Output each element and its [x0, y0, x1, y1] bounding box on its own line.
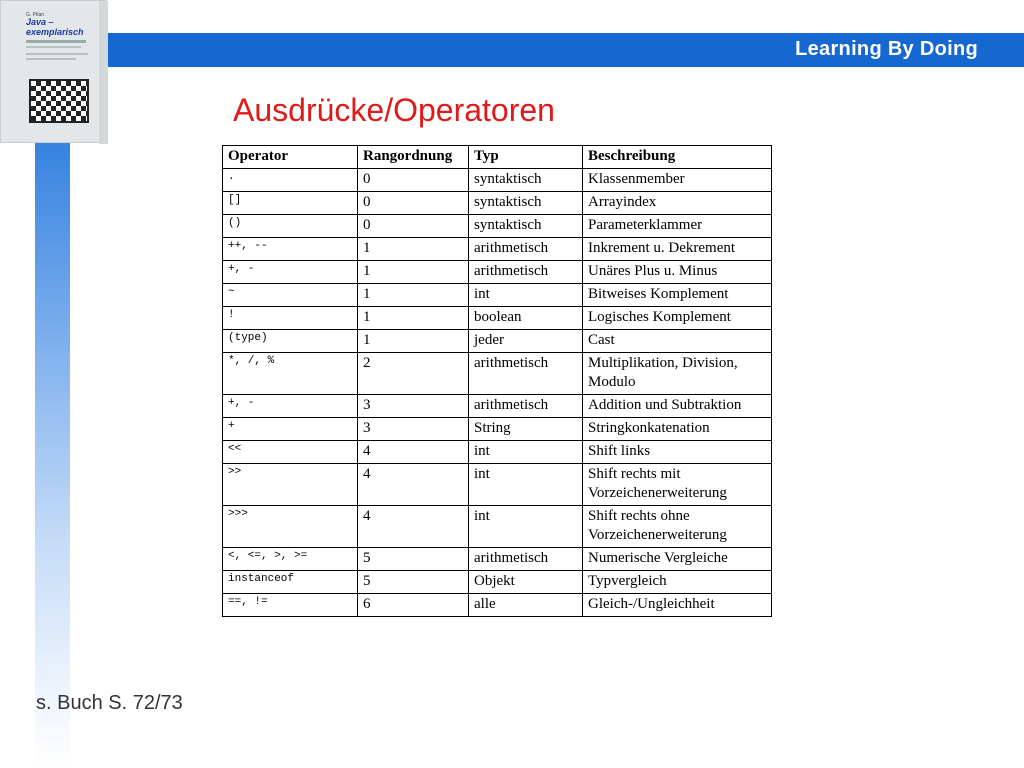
operator-cell: ~	[223, 284, 358, 307]
operator-cell: (type)	[223, 330, 358, 353]
table-row	[223, 571, 772, 594]
operators-table	[222, 145, 772, 617]
table-row	[223, 307, 772, 330]
table-row	[223, 261, 772, 284]
table-row	[223, 506, 772, 548]
book-spine	[99, 1, 108, 144]
rank-cell: 2	[358, 353, 469, 395]
table-row	[223, 284, 772, 307]
table-row	[223, 353, 772, 395]
operator-cell: ()	[223, 215, 358, 238]
table-row	[223, 464, 772, 506]
book-author: G. Ptlan	[26, 12, 45, 18]
type-cell: boolean	[469, 307, 583, 330]
type-cell: arithmetisch	[469, 261, 583, 284]
rank-cell: 1	[358, 330, 469, 353]
type-cell: int	[469, 284, 583, 307]
type-cell: int	[469, 441, 583, 464]
chessboard-graphic	[29, 79, 89, 123]
table-row	[223, 330, 772, 353]
operator-cell: []	[223, 192, 358, 215]
table-row	[223, 418, 772, 441]
operator-cell: !	[223, 307, 358, 330]
description-cell: Bitweises Komplement	[583, 284, 772, 307]
rank-cell: 5	[358, 548, 469, 571]
type-cell: syntaktisch	[469, 215, 583, 238]
description-cell: Numerische Vergleiche	[583, 548, 772, 571]
description-cell: Klassenmember	[583, 169, 772, 192]
operator-cell: >>>	[223, 506, 358, 548]
description-cell: Shift rechts ohne Vorzeichenerweiterung	[583, 506, 772, 548]
type-cell: alle	[469, 594, 583, 617]
type-cell: int	[469, 506, 583, 548]
rank-cell: 3	[358, 418, 469, 441]
type-cell: Objekt	[469, 571, 583, 594]
book-text-line	[26, 46, 81, 48]
type-cell: syntaktisch	[469, 169, 583, 192]
table-row	[223, 594, 772, 617]
operator-cell: instanceof	[223, 571, 358, 594]
type-cell: arithmetisch	[469, 353, 583, 395]
description-cell: Logisches Komplement	[583, 307, 772, 330]
description-cell: Cast	[583, 330, 772, 353]
operator-cell: >>	[223, 464, 358, 506]
rank-cell: 0	[358, 192, 469, 215]
operator-cell: <<	[223, 441, 358, 464]
rank-cell: 5	[358, 571, 469, 594]
rank-cell: 0	[358, 215, 469, 238]
table-body	[223, 169, 772, 617]
rank-cell: 3	[358, 395, 469, 418]
rank-cell: 6	[358, 594, 469, 617]
table-header-row	[223, 146, 772, 169]
type-cell: jeder	[469, 330, 583, 353]
description-cell: Multiplikation, Division, Modulo	[583, 353, 772, 395]
description-cell: Typvergleich	[583, 571, 772, 594]
type-cell: String	[469, 418, 583, 441]
book-title: Java – exemplarisch	[26, 17, 84, 37]
column-header-description: Beschreibung	[583, 146, 772, 169]
type-cell: int	[469, 464, 583, 506]
operator-cell: ==, !=	[223, 594, 358, 617]
description-cell: Parameterklammer	[583, 215, 772, 238]
book-text-line	[26, 58, 76, 60]
table-row	[223, 169, 772, 192]
column-header-operator: Operator	[223, 146, 358, 169]
column-header-type: Typ	[469, 146, 583, 169]
column-header-rank: Rangordnung	[358, 146, 469, 169]
description-cell: Unäres Plus u. Minus	[583, 261, 772, 284]
operator-cell: +, -	[223, 395, 358, 418]
operator-cell: ++, --	[223, 238, 358, 261]
description-cell: Arrayindex	[583, 192, 772, 215]
table-row	[223, 238, 772, 261]
rank-cell: 4	[358, 441, 469, 464]
operator-cell: +	[223, 418, 358, 441]
operator-cell: +, -	[223, 261, 358, 284]
table-row	[223, 215, 772, 238]
description-cell: Gleich-/Ungleichheit	[583, 594, 772, 617]
book-text-line	[26, 53, 88, 55]
table-row	[223, 441, 772, 464]
rank-cell: 1	[358, 284, 469, 307]
rank-cell: 1	[358, 307, 469, 330]
rank-cell: 1	[358, 238, 469, 261]
description-cell: Stringkonkatenation	[583, 418, 772, 441]
description-cell: Shift links	[583, 441, 772, 464]
rank-cell: 4	[358, 464, 469, 506]
type-cell: arithmetisch	[469, 238, 583, 261]
description-cell: Addition und Subtraktion	[583, 395, 772, 418]
operator-cell: <, <=, >, >=	[223, 548, 358, 571]
rank-cell: 4	[358, 506, 469, 548]
description-cell: Shift rechts mit Vorzeichenerweiterung	[583, 464, 772, 506]
book-cover-image	[0, 0, 107, 143]
table-row	[223, 548, 772, 571]
slide-title: Ausdrücke/Operatoren	[233, 92, 555, 128]
type-cell: arithmetisch	[469, 395, 583, 418]
table-row	[223, 192, 772, 215]
operator-cell: *, /, %	[223, 353, 358, 395]
brand-title: Learning By Doing	[795, 38, 978, 60]
rank-cell: 1	[358, 261, 469, 284]
operator-cell: .	[223, 169, 358, 192]
table-row	[223, 395, 772, 418]
book-subtitle-line	[26, 40, 86, 43]
type-cell: arithmetisch	[469, 548, 583, 571]
book-reference-note: s. Buch S. 72/73	[36, 692, 183, 714]
description-cell: Inkrement u. Dekrement	[583, 238, 772, 261]
rank-cell: 0	[358, 169, 469, 192]
type-cell: syntaktisch	[469, 192, 583, 215]
